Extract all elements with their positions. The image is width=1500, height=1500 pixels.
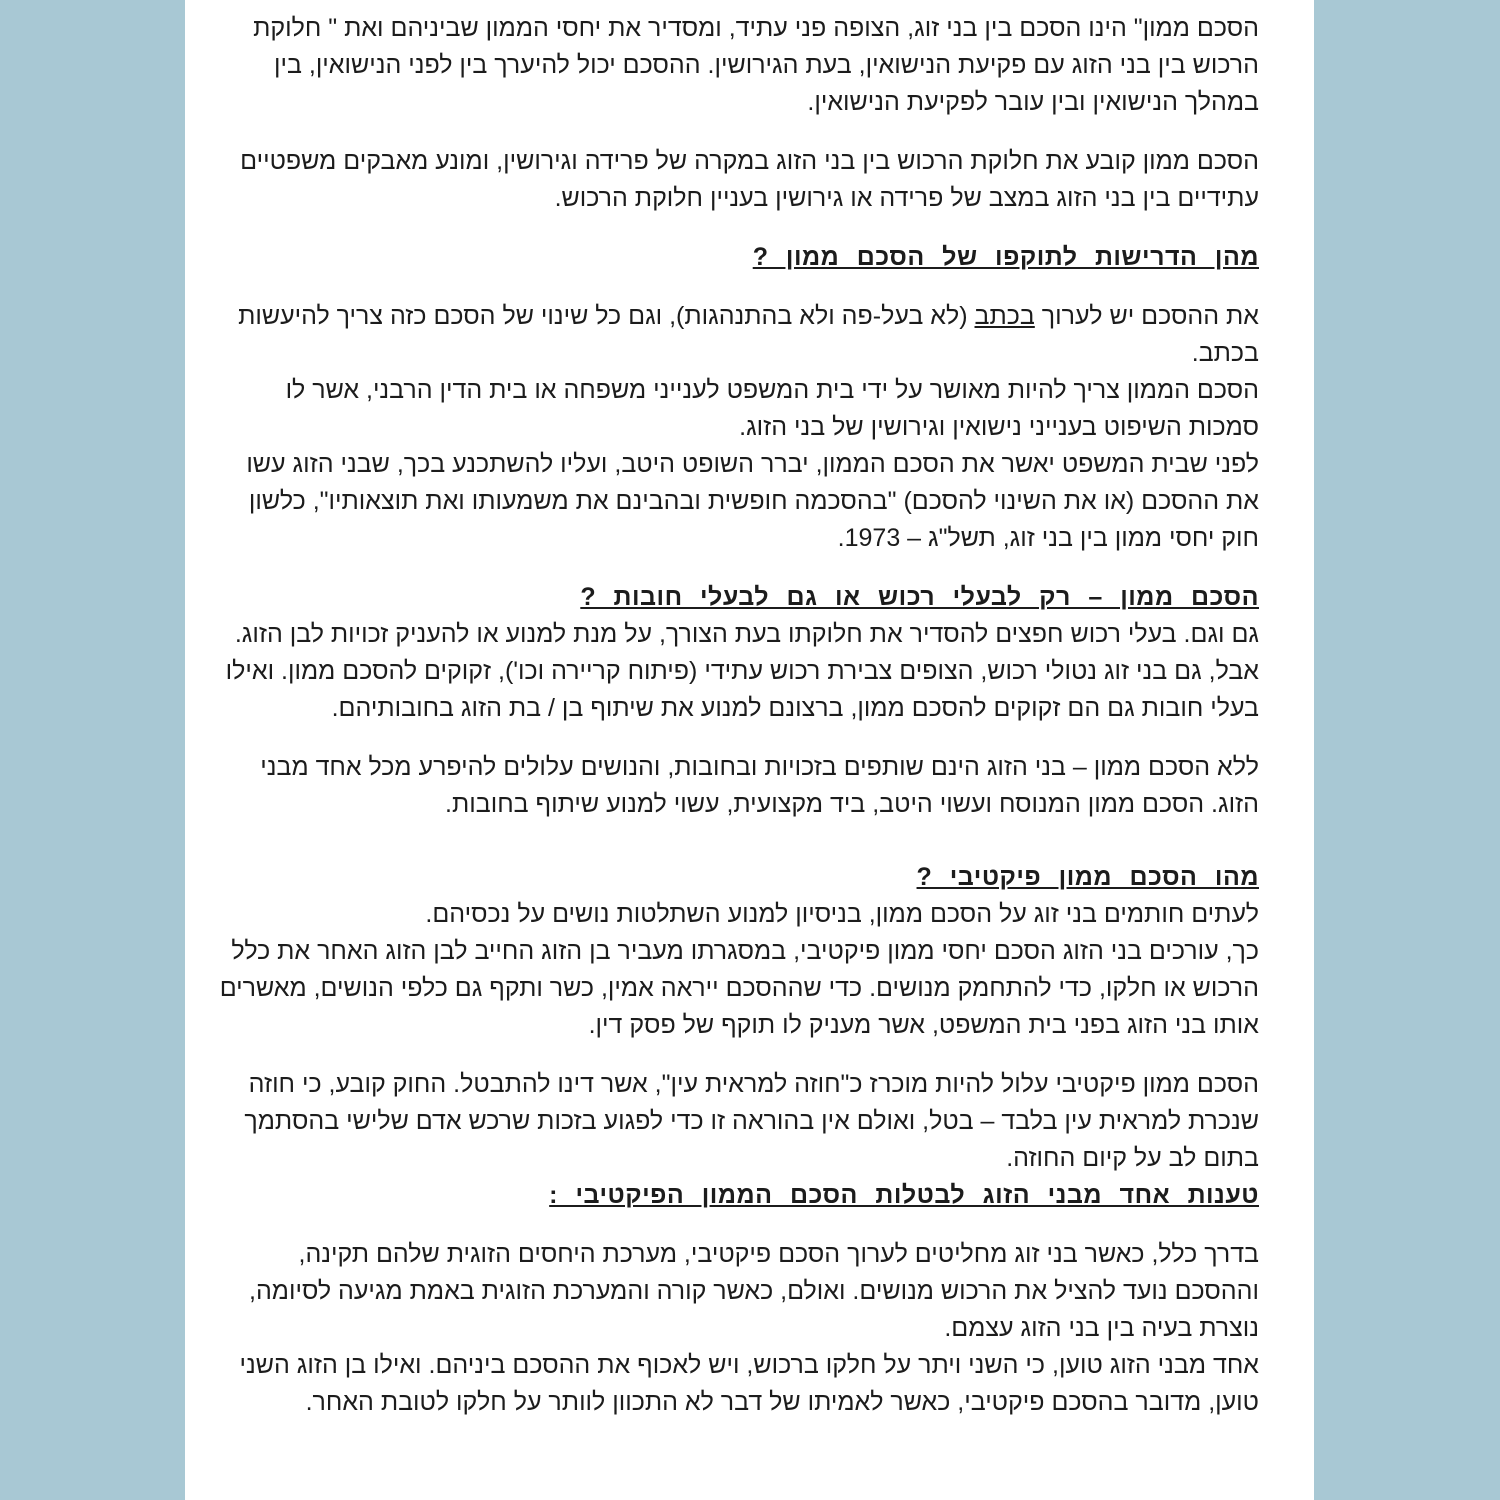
- paragraph-without-agreement: ללא הסכם ממון – בני הזוג הינם שותפים בזכויות ובחובות, והנושים עלולים להיפרע מכל אחד מבני הזוג. הסכם ממון המנוסח ועשוי היטב, ביד מקצועית, עשוי למנוע שיתוף בחובות.: [260, 753, 1259, 818]
- text-segment: (לא בעל-פה ולא בהתנהגות), וגם כל שינוי של הסכם כזה צריך להיעשות בכתב.: [238, 302, 1259, 367]
- paragraph-purpose: הסכם ממון קובע את חלוקת הרכוש בין בני הזוג במקרה של פרידה וגירושין, ומונע מאבקים משפטיים עתידיים בין בני הזוג במצב של פרידה או גירושין בעניין חלוקת הרכוש.: [240, 147, 1259, 212]
- paragraph-judge-review: לפני שבית המשפט יאשר את הסכם הממון, יברר השופט היטב, ועליו להשתכנע בכך, שבני הזוג עשו את ההסכם (או את השינוי להסכם) "בהסכמה חופשית ובהבינם את משמעותו ואת תוצאותיו", כלשון חוק יחסי ממון בין בני זוג, תשל"ג – 1973.: [246, 450, 1259, 552]
- paragraph-fictitious-intro: לעתים חותמים בני זוג על הסכם ממון, בניסיון למנוע השתלטות נושים על נכסיהם.: [425, 900, 1259, 928]
- document-page: [185, 0, 1314, 1500]
- paragraph-general: בדרך כלל, כאשר בני זוג מחליטים לערוך הסכם פיקטיבי, מערכת היחסים הזוגית שלהם תקינה, וההסכם נועד להציל את הרכוש מנושים. ואולם, כאשר קורה והמערכת הזוגית באמת מגיעה לסיומה, נוצרת בעיה בין בני הזוג עצמם.: [249, 1240, 1259, 1342]
- text-segment: את ההסכם יש לערוך: [1041, 302, 1259, 330]
- heading-fictitious: מהו הסכם ממון פיקטיבי ?: [916, 863, 1259, 891]
- paragraph-both: גם וגם. בעלי רכוש חפצים להסדיר את חלוקתו בעת הצורך, על מנת למנוע או להעניק זכויות לבן הזוג. אבל, גם בני זוג נטולי רכוש, הצופים צבירת רכוש עתידי (פיתוח קריירה וכו'), זקוקים להסכם ממון. ואילו בעלי חובות גם הם זקוקים להסכם ממון, ברצונם למנוע את שיתוף בן / בת הזוג בחובותיהם.: [225, 620, 1259, 722]
- paragraph-definition: הסכם ממון" הינו הסכם בין בני זוג, הצופה פני עתיד, ומסדיר את יחסי הממון שביניהם ואת " חלוקת הרכוש בין בני הזוג עם פקיעת הנישואין, בעת הגירושין. ההסכם יכול להיערך בין לפני הנישואין, בין במהלך הנישואין ובין עובר לפקיעת הנישואין.: [253, 14, 1259, 116]
- paragraph-written-requirement: [209, 298, 1259, 372]
- heading-property-or-debts: הסכם ממון – רק לבעלי רכוש או גם לבעלי חובות ?: [580, 583, 1259, 611]
- paragraph-dispute: אחד מבני הזוג טוען, כי השני ויתר על חלקו ברכוש, ויש לאכוף את ההסכם ביניהם. ואילו בן הזוג השני טוען, מדובר בהסכם פיקטיבי, כאשר לאמיתו של דבר לא התכוון לוותר על חלקו לטובת האחר.: [239, 1351, 1259, 1416]
- paragraph-fictitious-process: כך, עורכים בני הזוג הסכם יחסי ממון פיקטיבי, במסגרתו מעביר בן הזוג החייב לבן הזוג האחר את כלל הרכוש או חלקו, כדי להתחמק מנושים. כדי שההסכם ייראה אמין, כשר ותקף גם כלפי הנושים, מאשרים אותו בני הזוג בפני בית המשפט, אשר מעניק לו תוקף של פסק דין.: [219, 937, 1259, 1039]
- document-body: [209, 10, 1259, 1421]
- heading-nullity-claims: טענות אחד מבני הזוג לבטלות הסכם הממון הפיקטיבי :: [549, 1181, 1259, 1209]
- paragraph-court-approval: הסכם הממון צריך להיות מאושר על ידי בית המשפט לענייני משפחה או בית הדין הרבני, אשר לו סמכות השיפוט בענייני נישואין וגירושין של בני הזוג.: [285, 376, 1259, 441]
- paragraph-sham-contract: הסכם ממון פיקטיבי עלול להיות מוכרז כ"חוזה למראית עין", אשר דינו להתבטל. החוק קובע, כי חוזה שנכרת למראית עין בלבד – בטל, ואולם אין בהוראה זו כדי לפגוע בזכות שרכש אדם שלישי בהסתמך בתום לב על קיום החוזה.: [244, 1070, 1259, 1172]
- underlined-word: בכתב: [974, 302, 1035, 330]
- heading-requirements: מהן הדרישות לתוקפו של הסכם ממון ?: [752, 243, 1259, 271]
